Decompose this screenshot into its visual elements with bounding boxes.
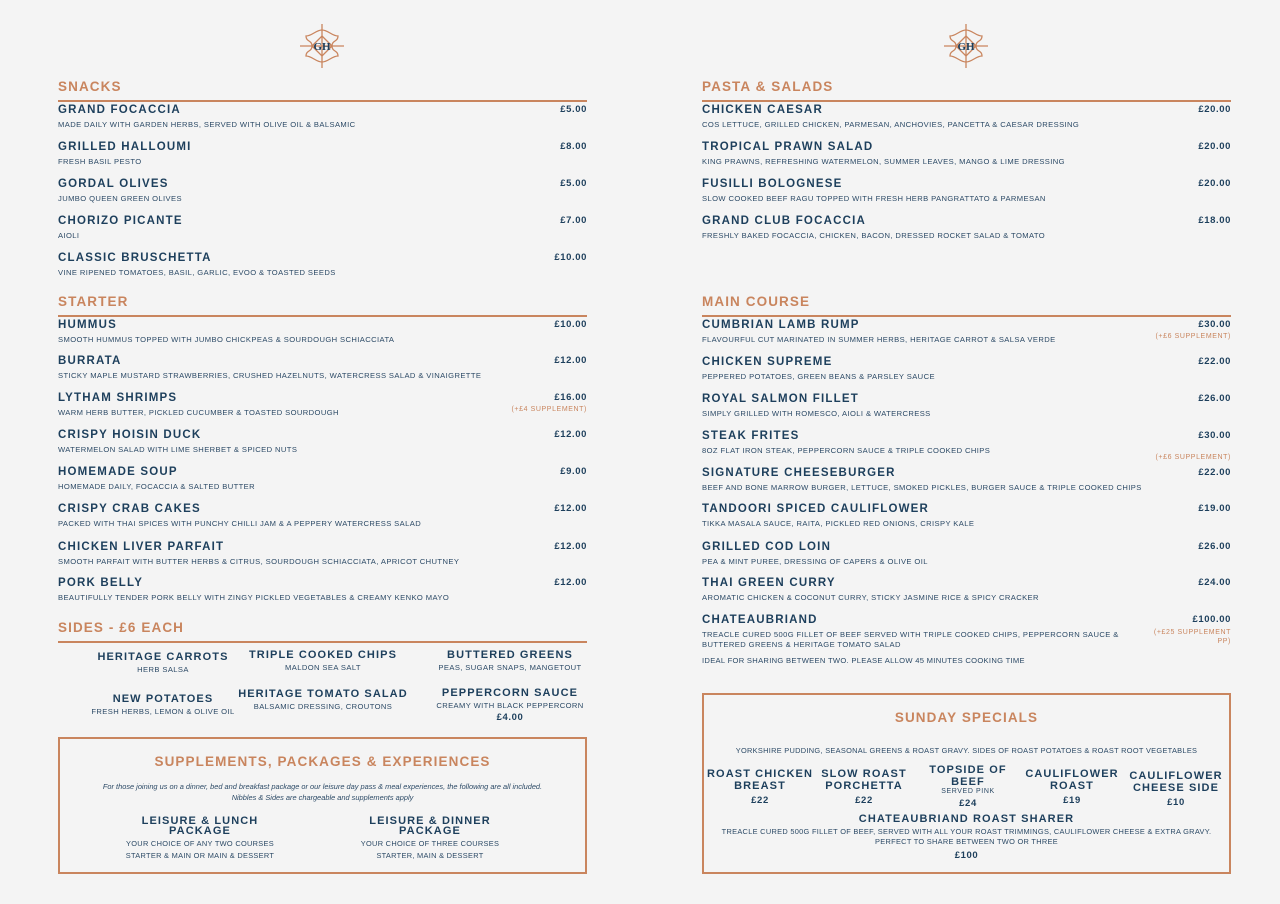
- item-name: HUMMUS: [58, 319, 117, 331]
- menu-item: [58, 141, 587, 171]
- menu-item: [702, 215, 1231, 245]
- item-price: £10.00: [554, 252, 587, 263]
- side-item: [425, 650, 595, 672]
- item-name: STEAK FRITES: [702, 430, 800, 442]
- item-description: SIMPLY GRILLED WITH ROMESCO, AIOLI & WATERCRESS: [702, 409, 931, 418]
- item-price: £7.00: [560, 215, 587, 226]
- item-name: CHATEAUBRIAND: [702, 614, 818, 626]
- item-price: £8.00: [560, 141, 587, 152]
- item-price: £26.00: [1198, 393, 1231, 404]
- item-description: SMOOTH PARFAIT WITH BUTTER HERBS & CITRUS, SOURDOUGH SCHIACCIATA, APRICOT CHUTNEY: [58, 557, 460, 566]
- sunday-item-price: £22: [751, 795, 769, 806]
- package-desc: YOUR CHOICE OF THREE COURSES: [360, 839, 500, 848]
- item-name: CHORIZO PICANTE: [58, 215, 183, 227]
- item-description: PEPPERED POTATOES, GREEN BEANS & PARSLEY SAUCE: [702, 372, 935, 381]
- item-description: SLOW COOKED BEEF RAGU TOPPED WITH FRESH HERB PANGRATTATO & PARMESAN: [702, 194, 1046, 203]
- menu-item: [702, 430, 1231, 460]
- package-item: [115, 816, 285, 860]
- item-price: £10.00: [554, 319, 587, 330]
- side-description: BALSAMIC DRESSING, CROUTONS: [253, 702, 393, 711]
- item-name: CLASSIC BRUSCHETTA: [58, 252, 212, 264]
- sunday-item-price: £10: [1167, 797, 1185, 808]
- side-item: [238, 689, 408, 711]
- menu-item: [702, 356, 1231, 386]
- item-name: GORDAL OLIVES: [58, 178, 169, 190]
- item-description: TREACLE CURED 500G FILLET OF BEEF SERVED WITH TRIPLE COOKED CHIPS, PEPPERCORN SAUCE & BUTTERED GREENS & HERITAGE TOMATO SALAD: [702, 630, 1119, 649]
- svg-text:GH: GH: [957, 41, 975, 53]
- item-description: BEAUTIFULLY TENDER PORK BELLY WITH ZINGY PICKLED VEGETABLES & CREAMY KENKO MAYO: [58, 593, 450, 602]
- item-name: CHICKEN LIVER PARFAIT: [58, 541, 225, 553]
- sharer: [704, 813, 1229, 861]
- item-price: £20.00: [1198, 178, 1231, 189]
- item-price: £30.00: [1198, 430, 1231, 441]
- item-description: FRESHLY BAKED FOCACCIA, CHICKEN, BACON, DRESSED ROCKET SALAD & TOMATO: [702, 231, 1046, 240]
- item-description: COS LETTUCE, GRILLED CHICKEN, PARMESAN, ANCHOVIES, PANCETTA & CAESAR DRESSING: [702, 120, 1080, 129]
- svg-text:GH: GH: [313, 41, 331, 53]
- item-description: WATERMELON SALAD WITH LIME SHERBET & SPICED NUTS: [58, 445, 298, 454]
- item-description: FLAVOURFUL CUT MARINATED IN SUMMER HERBS, HERITAGE CARROT & SALSA VERDE: [702, 335, 1056, 344]
- package-desc: STARTER, MAIN & DESSERT: [376, 851, 484, 860]
- menu-item: [702, 467, 1231, 497]
- item-name: GRAND CLUB FOCACCIA: [702, 215, 866, 227]
- item-description: KING PRAWNS, REFRESHING WATERMELON, SUMMER LEAVES, MANGO & LIME DRESSING: [702, 157, 1065, 166]
- item-name: GRAND FOCACCIA: [58, 104, 181, 116]
- sunday-item-name: CAULIFLOWER CHEESE SIDE: [1129, 770, 1223, 794]
- supplements-text-1: For those joining us on a dinner, bed and breakfast package or our leisure day pass & meal experiences, the following are all included.: [102, 782, 543, 791]
- sunday-title: SUNDAY SPECIALS: [894, 710, 1039, 725]
- item-supplement: (+£4 SUPPLEMENT): [511, 406, 587, 413]
- item-price: £100.00: [1192, 614, 1231, 625]
- sunday-item-note: SERVED PINK: [941, 788, 995, 795]
- menu-item: [58, 466, 587, 496]
- item-price: £9.00: [560, 466, 587, 477]
- menu-item: [702, 178, 1231, 208]
- supplements-title: SUPPLEMENTS, PACKAGES & EXPERIENCES: [154, 754, 491, 769]
- supplements-box: [58, 737, 587, 874]
- side-description: HERB SALSA: [137, 665, 189, 674]
- sunday-intro: YORKSHIRE PUDDING, SEASONAL GREENS & ROAST GRAVY. SIDES OF ROAST POTATOES & ROAST ROOT VEGETABLES: [735, 746, 1198, 755]
- menu-item: [58, 355, 587, 385]
- item-price: £5.00: [560, 178, 587, 189]
- pasta-heading: PASTA & SALADS: [702, 79, 1231, 102]
- menu-item: [702, 541, 1231, 571]
- item-description: AROMATIC CHICKEN & COCONUT CURRY, STICKY JASMINE RICE & SPICY CRACKER: [702, 593, 1039, 602]
- item-description: JUMBO QUEEN GREEN OLIVES: [58, 194, 182, 203]
- side-description: PEAS, SUGAR SNAPS, MANGETOUT: [438, 663, 582, 672]
- menu-item: [58, 215, 587, 245]
- item-description: AIOLI: [58, 231, 80, 240]
- sides-heading: SIDES - £6 EACH: [58, 620, 587, 643]
- item-name: SIGNATURE CHEESEBURGER: [702, 467, 896, 479]
- side-name: TRIPLE COOKED CHIPS: [248, 649, 398, 661]
- side-description: CREAMY WITH BLACK PEPPERCORN: [436, 701, 584, 710]
- item-name: GRILLED COD LOIN: [702, 541, 832, 553]
- menu-item: [58, 392, 587, 422]
- item-name: PORK BELLY: [58, 577, 144, 589]
- item-price: £18.00: [1198, 215, 1231, 226]
- package-desc: STARTER & MAIN OR MAIN & DESSERT: [125, 851, 275, 860]
- package-desc: YOUR CHOICE OF ANY TWO COURSES: [126, 839, 274, 848]
- sunday-item-price: £24: [959, 798, 977, 809]
- item-price: £20.00: [1198, 104, 1231, 115]
- item-name: CHICKEN CAESAR: [702, 104, 823, 116]
- menu-item: [702, 141, 1231, 171]
- menu-item: [58, 319, 587, 349]
- item-name: ROYAL SALMON FILLET: [702, 393, 859, 405]
- sunday-item: [810, 768, 918, 806]
- main-heading: MAIN COURSE: [702, 294, 1231, 317]
- item-name: FUSILLI BOLOGNESE: [702, 178, 843, 190]
- menu-item: [58, 429, 587, 459]
- sharer-name: CHATEAUBRIAND ROAST SHARER: [858, 813, 1075, 825]
- item-name: LYTHAM SHRIMPS: [58, 392, 178, 404]
- supplements-text-2: Nibbles & Sides are chargeable and supplements apply: [231, 793, 414, 802]
- item-name: CHICKEN SUPREME: [702, 356, 833, 368]
- item-price: £19.00: [1198, 503, 1231, 514]
- item-description: MADE DAILY WITH GARDEN HERBS, SERVED WITH OLIVE OIL & BALSAMIC: [58, 120, 356, 129]
- item-name: CUMBRIAN LAMB RUMP: [702, 319, 860, 331]
- side-item: [78, 694, 248, 716]
- item-price: £16.00: [554, 392, 587, 403]
- item-price: £12.00: [554, 355, 587, 366]
- menu-item: [58, 252, 587, 282]
- item-description: FRESH BASIL PESTO: [58, 157, 142, 166]
- sunday-item-price: £22: [855, 795, 873, 806]
- item-price: £22.00: [1198, 356, 1231, 367]
- item-description: SMOOTH HUMMUS TOPPED WITH JUMBO CHICKPEAS & SOURDOUGH SCHIACCIATA: [58, 335, 395, 344]
- sunday-item-price: £19: [1063, 795, 1081, 806]
- item-price: £20.00: [1198, 141, 1231, 152]
- gh-monogram-icon: [942, 22, 990, 70]
- item-description: PACKED WITH THAI SPICES WITH PUNCHY CHILLI JAM & A PEPPERY WATERCRESS SALAD: [58, 519, 422, 528]
- item-supplement: (+£6 SUPPLEMENT): [1155, 454, 1231, 461]
- item-name: TANDOORI SPICED CAULIFLOWER: [702, 503, 930, 515]
- item-price: £26.00: [1198, 541, 1231, 552]
- sunday-item-name: ROAST CHICKEN BREAST: [707, 768, 813, 792]
- item-name: GRILLED HALLOUMI: [58, 141, 192, 153]
- item-note: IDEAL FOR SHARING BETWEEN TWO. PLEASE ALLOW 45 MINUTES COOKING TIME: [702, 656, 1025, 665]
- item-price: £12.00: [554, 541, 587, 552]
- sharer-price: £100: [954, 850, 979, 861]
- package-name: LEISURE & DINNER PACKAGE: [369, 815, 491, 837]
- sunday-specials-box: [702, 693, 1231, 874]
- item-name: HOMEMADE SOUP: [58, 466, 178, 478]
- item-description: HOMEMADE DAILY, FOCACCIA & SALTED BUTTER: [58, 482, 256, 491]
- package-item: [345, 816, 515, 860]
- side-name: NEW POTATOES: [112, 693, 214, 705]
- sunday-item: [1018, 768, 1126, 806]
- side-item: [238, 650, 408, 672]
- sunday-item-name: TOPSIDE OF BEEF: [929, 764, 1007, 788]
- menu-item: [58, 104, 587, 134]
- menu-item: [702, 503, 1231, 533]
- side-item: [78, 652, 248, 674]
- menu-item: [58, 577, 587, 607]
- sharer-desc: TREACLE CURED 500G FILLET OF BEEF, SERVED WITH ALL YOUR ROAST TRIMMINGS, CAULIFLOWER CHEESE & EXTRA GRAVY. PERFECT TO SHARE BETWEEN TWO OR THREE: [721, 827, 1212, 846]
- item-price: £22.00: [1198, 467, 1231, 478]
- sunday-item: [1122, 770, 1230, 808]
- item-price: £12.00: [554, 577, 587, 588]
- item-price: £24.00: [1198, 577, 1231, 588]
- item-price: £12.00: [554, 429, 587, 440]
- side-price: £4.00: [496, 712, 524, 723]
- item-description: PEA & MINT PUREE, DRESSING OF CAPERS & OLIVE OIL: [702, 557, 928, 566]
- side-item: [425, 688, 595, 723]
- package-name: LEISURE & LUNCH PACKAGE: [141, 815, 259, 837]
- item-description: WARM HERB BUTTER, PICKLED CUCUMBER & TOASTED SOURDOUGH: [58, 408, 339, 417]
- gh-monogram-icon: [298, 22, 346, 70]
- side-name: HERITAGE CARROTS: [97, 651, 229, 663]
- item-name: BURRATA: [58, 355, 122, 367]
- menu-item: [702, 104, 1231, 134]
- side-name: HERITAGE TOMATO SALAD: [238, 688, 408, 700]
- item-name: THAI GREEN CURRY: [702, 577, 836, 589]
- item-price: £5.00: [560, 104, 587, 115]
- sunday-item-name: CAULIFLOWER ROAST: [1025, 768, 1119, 792]
- item-description: BEEF AND BONE MARROW BURGER, LETTUCE, SMOKED PICKLES, BURGER SAUCE & TRIPLE COOKED CHIPS: [702, 483, 1142, 492]
- side-name: BUTTERED GREENS: [447, 649, 573, 661]
- menu-item: [702, 319, 1231, 349]
- item-name: TROPICAL PRAWN SALAD: [702, 141, 874, 153]
- sunday-item-name: SLOW ROAST PORCHETTA: [821, 768, 907, 792]
- item-description: STICKY MAPLE MUSTARD STRAWBERRIES, CRUSHED HAZELNUTS, WATERCRESS SALAD & VINAIGRETTE: [58, 371, 482, 380]
- item-description: TIKKA MASALA SAUCE, RAITA, PICKLED RED ONIONS, CRISPY KALE: [702, 519, 975, 528]
- item-price: £12.00: [554, 503, 587, 514]
- side-description: FRESH HERBS, LEMON & OLIVE OIL: [91, 707, 235, 716]
- menu-item: [702, 614, 1231, 665]
- menu-item: [702, 577, 1231, 607]
- item-name: CRISPY CRAB CAKES: [58, 503, 201, 515]
- item-description: 8OZ FLAT IRON STEAK, PEPPERCORN SAUCE & TRIPLE COOKED CHIPS: [702, 446, 991, 455]
- item-description: VINE RIPENED TOMATOES, BASIL, GARLIC, EVOO & TOASTED SEEDS: [58, 268, 336, 277]
- menu-item: [58, 503, 587, 533]
- item-price: £30.00: [1198, 319, 1231, 330]
- menu-item: [58, 541, 587, 571]
- side-name: PEPPERCORN SAUCE: [441, 687, 579, 699]
- snacks-heading: SNACKS: [58, 79, 587, 102]
- item-supplement: (+£6 SUPPLEMENT): [1155, 333, 1231, 340]
- item-name: CRISPY HOISIN DUCK: [58, 429, 202, 441]
- sunday-item: [914, 764, 1022, 809]
- starter-heading: STARTER: [58, 294, 587, 317]
- menu-item: [702, 393, 1231, 423]
- side-description: MALDON SEA SALT: [285, 663, 361, 672]
- menu-item: [58, 178, 587, 208]
- item-supplement: (+£25 SUPPLEMENT PP): [1153, 629, 1231, 645]
- sunday-item: [706, 768, 814, 806]
